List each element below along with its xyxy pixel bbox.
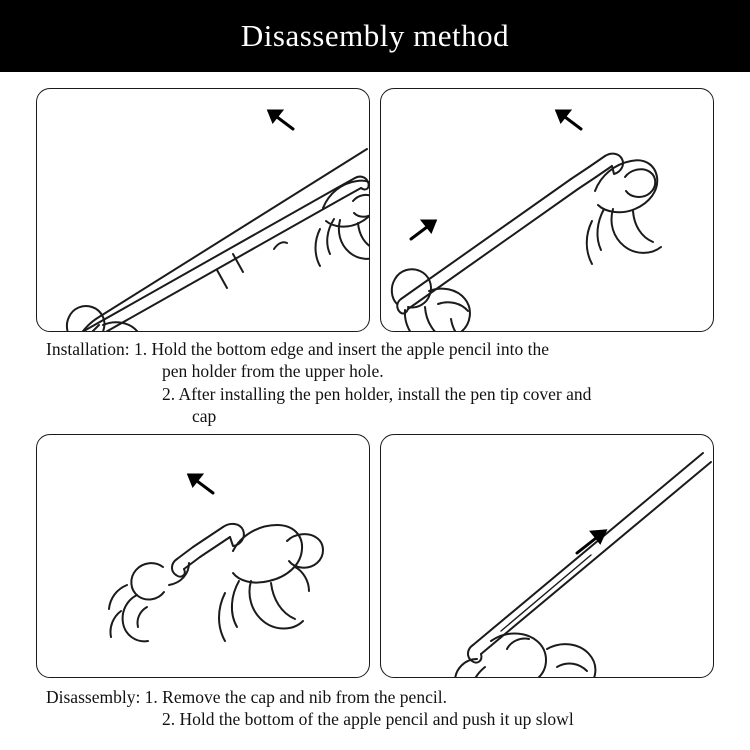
illustration-install-step-2 bbox=[380, 88, 714, 332]
illustration-row-top bbox=[0, 88, 750, 332]
caption-disassembly-line-1: Disassembly: 1. Remove the cap and nib from the pencil. bbox=[46, 686, 447, 707]
caption-installation-line-3: 2. After installing the pen holder, install the pen tip cover and bbox=[162, 383, 592, 404]
caption-disassembly-line-2: 2. Hold the bottom of the apple pencil and push it up slowl bbox=[162, 708, 574, 729]
disassembly-step-1-drawing bbox=[37, 435, 369, 677]
disassembly-step-2-drawing bbox=[381, 435, 713, 677]
illustration-row-bottom bbox=[0, 434, 750, 678]
caption-disassembly bbox=[0, 678, 750, 731]
caption-installation-line-4: cap bbox=[192, 406, 217, 427]
arrow-up-right-icon bbox=[411, 221, 435, 239]
arrow-up-left-icon bbox=[557, 111, 581, 129]
arrow-up-left-icon bbox=[269, 111, 293, 129]
illustration-disassembly-step-2 bbox=[380, 434, 714, 678]
install-step-1-drawing bbox=[37, 89, 369, 331]
arrow-up-left-icon bbox=[189, 475, 213, 493]
caption-installation-line-2: pen holder from the upper hole. bbox=[162, 361, 384, 382]
install-step-2-drawing bbox=[381, 89, 713, 331]
illustration-install-step-1 bbox=[36, 88, 370, 332]
arrow-up-right-icon bbox=[577, 531, 605, 553]
caption-installation bbox=[0, 332, 750, 428]
caption-installation-line-1: Installation: 1. Hold the bottom edge and insert the apple pencil into the bbox=[46, 339, 550, 359]
page-title-bar bbox=[0, 0, 750, 72]
page-title: Disassembly method bbox=[240, 18, 510, 53]
illustration-disassembly-step-1 bbox=[36, 434, 370, 678]
